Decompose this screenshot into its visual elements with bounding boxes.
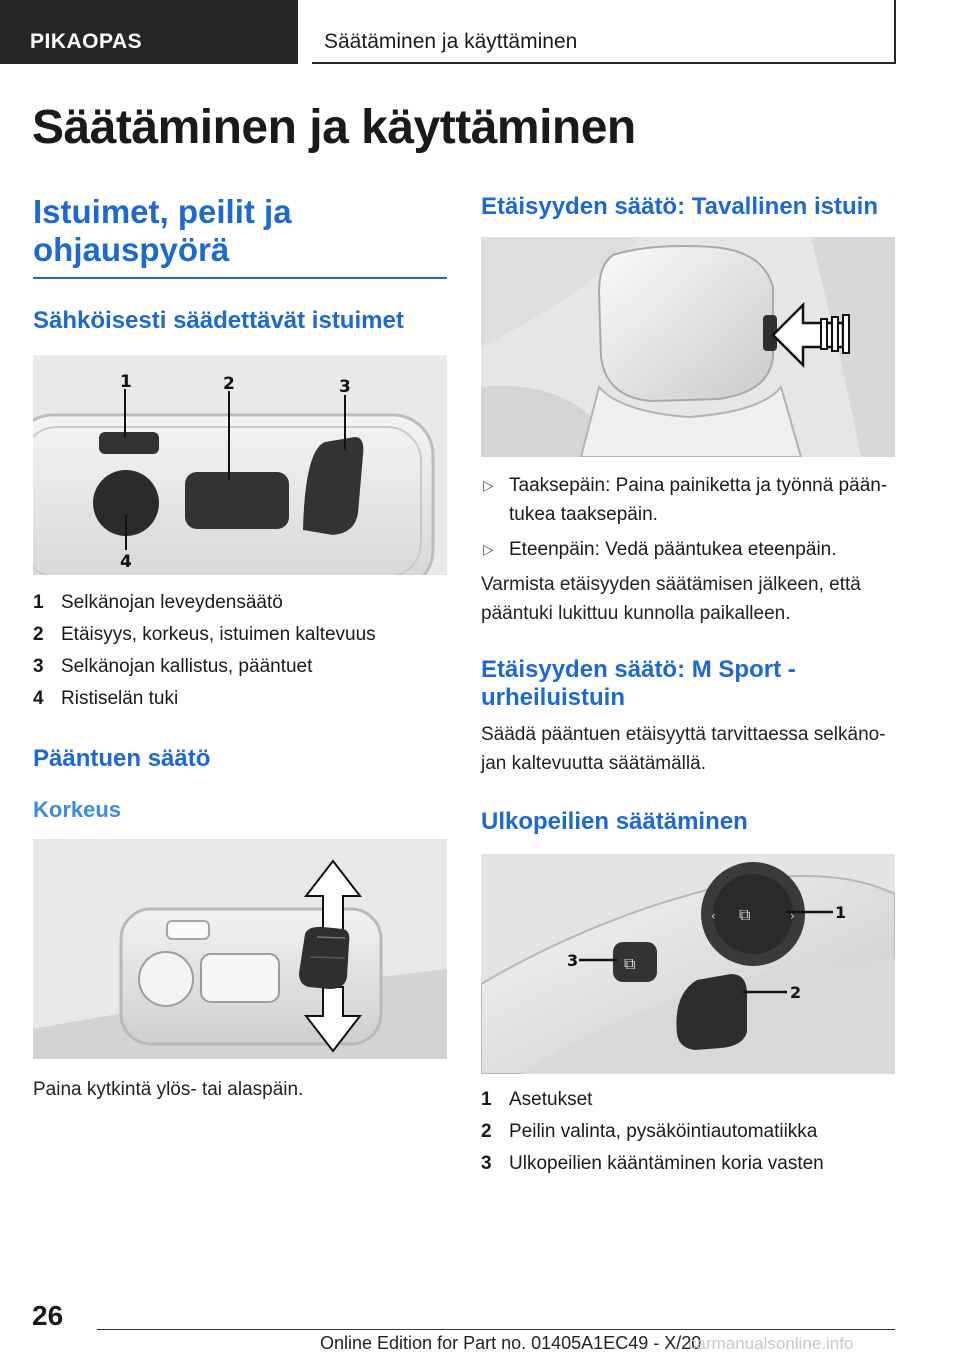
- callout-4: 4: [120, 552, 132, 572]
- svg-text:⧉: ⧉: [739, 905, 751, 924]
- mirror-controls-illustration: [481, 854, 895, 1074]
- legend-item: 2 Etäisyys, korkeus, istuimen kaltevuus: [33, 624, 376, 645]
- mirrors-title: Ulkopeilien säätäminen: [481, 808, 748, 835]
- legend-item: 3 Selkänojan kallistus, pääntuet: [33, 656, 313, 677]
- svg-text:⧉: ⧉: [624, 954, 636, 973]
- headrest-distance-figure: [481, 237, 895, 457]
- section-title: Istuimet, peilit ja ohjauspyörä: [33, 193, 447, 279]
- msport-text: Säädä pääntuen etäisyyttä tarvittaessa selkänojan kaltevuutta säätämällä.: [481, 724, 886, 774]
- callout-2: 2: [790, 983, 802, 1002]
- seats-title: Sähköisesti säädettävät istuimet: [33, 307, 404, 334]
- callout-1: 1: [835, 903, 847, 922]
- legend-item: 3 Ulkopeilien kääntäminen koria vasten: [481, 1153, 824, 1174]
- distance-msport-title: Etäisyyden säätö: M Sport -urheiluistuin: [481, 656, 796, 711]
- callout-1: 1: [120, 372, 132, 392]
- mirror-controls-figure: [481, 854, 895, 1074]
- page-title: Säätäminen ja käyttäminen: [32, 101, 636, 154]
- seat-controls-figure: [33, 355, 447, 575]
- distance-standard-title: Etäisyyden säätö: Tavallinen istuin: [481, 193, 879, 220]
- distance-note: Varmista etäisyyden säätämisen jälkeen, että pääntuki lukittuu kunnolla paikalleen.: [481, 574, 861, 624]
- triangle-bullet-icon: ▷: [483, 541, 494, 557]
- headrest-distance-illustration: [481, 237, 895, 457]
- bullet-item: ▷ Eteenpäin: Vedä pääntukea eteenpäin.: [481, 535, 895, 564]
- footer-edition: Online Edition for Part no. 01405A1EC49 - X/20: [320, 1333, 702, 1353]
- callout-2: 2: [223, 374, 235, 394]
- page-number: 26: [32, 1300, 64, 1331]
- callout-3: 3: [339, 377, 351, 397]
- seat-controls-illustration: [33, 355, 447, 575]
- header-section-tab: PIKAOPAS: [0, 0, 298, 64]
- headrest-title: Pääntuen säätö: [33, 745, 211, 772]
- triangle-bullet-icon: ▷: [483, 477, 494, 493]
- seat-legend: [33, 587, 447, 715]
- bullet-item: ▷ Taaksepäin: Paina painiketta ja työnnä pääntukea taaksepäin.: [481, 471, 895, 529]
- headrest-height-figure: [33, 839, 447, 1059]
- right-column: [481, 193, 895, 1180]
- seat-position-switch-shape: [185, 472, 289, 529]
- legend-item: 2 Peilin valinta, pysäköintiautomatiikka: [481, 1121, 818, 1142]
- svg-text:›: ›: [790, 909, 795, 923]
- watermark: carmanualsonline.info: [688, 1334, 854, 1353]
- height-instructions: Paina kytkintä ylös- tai alaspäin.: [33, 1079, 304, 1100]
- svg-text:‹: ‹: [711, 909, 716, 923]
- lumbar-width-switch-shape: [99, 432, 159, 454]
- footer-divider: [97, 1329, 895, 1330]
- legend-item: 1 Asetukset: [481, 1089, 593, 1110]
- mirror-legend: [481, 1084, 895, 1180]
- callout-3: 3: [567, 951, 579, 970]
- height-title: Korkeus: [33, 797, 122, 822]
- legend-item: 1 Selkänojan leveydensäätö: [33, 592, 283, 613]
- distance-bullets: [481, 471, 895, 564]
- headrest-shape: [599, 246, 773, 401]
- header-chapter-title: Säätäminen ja käyttäminen: [312, 0, 896, 64]
- headrest-height-illustration: [33, 839, 447, 1059]
- left-column: [33, 193, 447, 1104]
- legend-item: 4 Ristiselän tuki: [33, 688, 179, 709]
